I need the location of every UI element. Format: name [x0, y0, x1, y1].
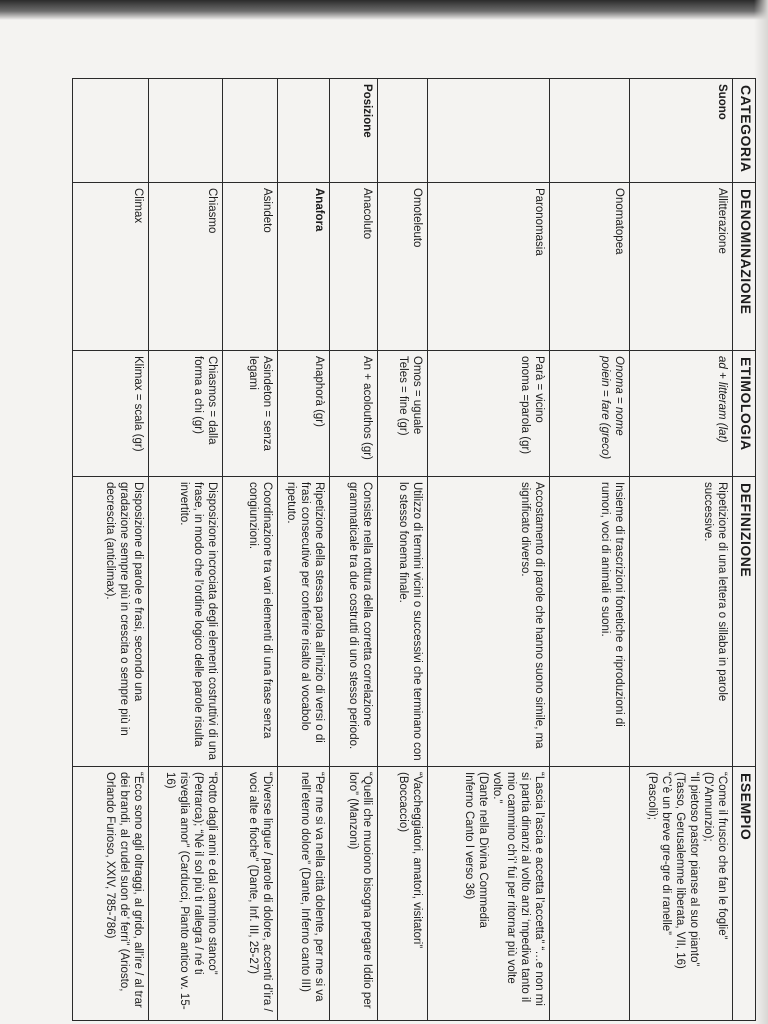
- cell-definizione: Disposizione di parole e frasi, secondo una gradazione sempre più in crescita o sempre più in decrescita (anticlimax).: [73, 477, 149, 767]
- cell-definizione: Accostamento di parole che hanno suono simile, ma significato diverso.: [427, 477, 549, 767]
- cell-denominazione: Asindeto: [223, 183, 278, 351]
- cell-etimologia: [427, 351, 549, 477]
- cell-categoria: [427, 79, 549, 183]
- cell-definizione: Ripetizione della stessa parola all’inizio di versi o di frasi consecutive per conferire risalto al vocabolo ripetuto.: [278, 477, 330, 767]
- table-row: [278, 79, 330, 1021]
- esempio-line: “Quelli che muoiono bisogna pregare Iddio per loro” (Manzoni): [347, 772, 374, 1009]
- cell-categoria: [278, 79, 330, 183]
- cell-denominazione: Paronomasia: [427, 183, 549, 351]
- etimologia-line: Teles = fine (gr): [396, 356, 409, 436]
- esempio-line: (Tasso, Gerusalemme liberata, VII, 16): [673, 772, 686, 969]
- cell-esempio: [73, 767, 149, 1021]
- cell-etimologia: Chiasmos = dalla forma a chi (gr): [149, 351, 223, 477]
- cell-esempio: [427, 767, 549, 1021]
- cell-denominazione: Omoteleuto: [378, 183, 427, 351]
- cell-categoria: [73, 79, 149, 183]
- cell-definizione: Utilizzo di termini vicini o successivi che terminano con lo stesso fonema finale.: [378, 477, 427, 767]
- cell-esempio: [549, 767, 629, 1021]
- esempio-line: “Per me si va nella città dolente, per me si va nell’eterno dolore” (Dante, Inferno canto III): [299, 772, 326, 1002]
- etimologia-line: Onoma = nome: [612, 356, 625, 436]
- table-row: [378, 79, 427, 1021]
- cell-definizione: Coordinazione tra vari elementi di una frase senza congiunzioni.: [223, 477, 278, 767]
- cell-esempio: [330, 767, 378, 1021]
- cell-etimologia: [549, 351, 629, 477]
- header-etimologia: ETIMOLOGIA: [732, 351, 755, 477]
- esempio-line: “Ecco sono agli oltraggi, al grido, all’ire / al trar dei brandi, al crudel suon de’ ferri” (Ariosto, Orlando Furioso, XXIV, 785-786): [104, 772, 145, 1008]
- etimologia-line: Omos = uguale: [410, 356, 423, 435]
- esempio-line: “Rotto dagli anni e dal cammino stanco” (Petrarca); “Né il sol più ti rallegra / né ti risveglia amor” (Carducci, Pianto antico vv. 15-16): [164, 772, 219, 1010]
- esempio-line: (D’Annunzio);: [701, 772, 714, 842]
- table-row: [73, 79, 149, 1021]
- rotated-page: [72, 78, 756, 1020]
- table-row: [223, 79, 278, 1021]
- esempio-line: Inferno Canto I verso 36): [462, 772, 475, 900]
- cell-denominazione: Allitterazione: [629, 183, 732, 351]
- esempio-line: “Lascia l’ascia e accetta l’accetta” “…e non mi si partia dinanzi al volto anzi ‘mpediva tanto il mio cammino ch’i’ fui per ritornar più volte volto.”: [490, 772, 545, 1006]
- cell-esempio: [149, 767, 223, 1021]
- cell-denominazione: Climax: [73, 183, 149, 351]
- cell-esempio: [223, 767, 278, 1021]
- cell-denominazione: Onomatopea: [549, 183, 629, 351]
- table-row: [330, 79, 378, 1021]
- header-row: [732, 79, 755, 1021]
- etimologia-line: poiein = fare (greco): [598, 356, 611, 460]
- esempio-line: “Vaccheggiatori, amatori, visitatori”: [410, 772, 423, 949]
- cell-categoria: Posizione: [330, 79, 378, 183]
- cell-categoria: Suono: [629, 79, 732, 183]
- table-row: [149, 79, 223, 1021]
- cell-definizione: Disposizione incrociata degli elementi costruttivi di una frase, in modo che l’ordine logico delle parole risulta invertito.: [149, 477, 223, 767]
- rotated-content: [72, 78, 756, 1020]
- etimologia-line: onoma =parola (gr): [518, 356, 531, 455]
- header-definizione: DEFINIZIONE: [732, 477, 755, 767]
- cell-definizione: Insieme di trascrizioni fonetiche e riproduzioni di rumori, voci di animali e suoni.: [549, 477, 629, 767]
- esempio-line: “C’è un breve gre-gre di ranelle”: [659, 772, 672, 935]
- header-esempio: ESEMPIO: [732, 767, 755, 1021]
- cell-etimologia: An + acolouthos (gr): [330, 351, 378, 477]
- cell-esempio: [629, 767, 732, 1021]
- cell-etimologia: Anaphorà (gr): [278, 351, 330, 477]
- scan-right-edge: [754, 0, 768, 1024]
- cell-categoria: [549, 79, 629, 183]
- esempio-line: “Il pietoso pastor pianse al suo pianto”: [687, 772, 700, 967]
- cell-esempio: [278, 767, 330, 1021]
- etimologia-line: Parà = vicino: [532, 356, 545, 423]
- esempio-line: (Boccaccio): [396, 772, 409, 833]
- cell-denominazione: Anafora: [278, 183, 330, 351]
- cell-definizione: Ripetizione di una lettera o sillaba in parole successive.: [629, 477, 732, 767]
- scan-top-shadow: [0, 0, 768, 20]
- esempio-line: “Come il fruscio che fan le foglie”: [715, 772, 728, 940]
- rhetorical-figures-table: [72, 78, 756, 1021]
- table-row: [629, 79, 732, 1021]
- cell-etimologia: Klimax = scala (gr): [73, 351, 149, 477]
- cell-categoria: [149, 79, 223, 183]
- cell-categoria: [378, 79, 427, 183]
- cell-etimologia: ad + litteram (lat): [629, 351, 732, 477]
- cell-denominazione: Anacoluto: [330, 183, 378, 351]
- cell-categoria: [223, 79, 278, 183]
- cell-etimologia: [378, 351, 427, 477]
- header-categoria: CATEGORIA: [732, 79, 755, 183]
- cell-definizione: Consiste nella rottura della corretta correlazione grammaticale tra due costrutti di uno stesso periodo.: [330, 477, 378, 767]
- cell-esempio: [378, 767, 427, 1021]
- esempio-line: (Pascoli);: [645, 772, 658, 820]
- cell-denominazione: Chiasmo: [149, 183, 223, 351]
- header-denominazione: DENOMINAZIONE: [732, 183, 755, 351]
- esempio-line: “Diverse lingue / parole di dolore, accenti d’ira / voci alte e fioche” (Dante, Inf. III, 25-27): [247, 772, 274, 1012]
- table-row: [427, 79, 549, 1021]
- esempio-line: (Dante nella Divina Commedia: [476, 772, 489, 928]
- cell-etimologia: Asindeton = senza legami: [223, 351, 278, 477]
- table-row: [549, 79, 629, 1021]
